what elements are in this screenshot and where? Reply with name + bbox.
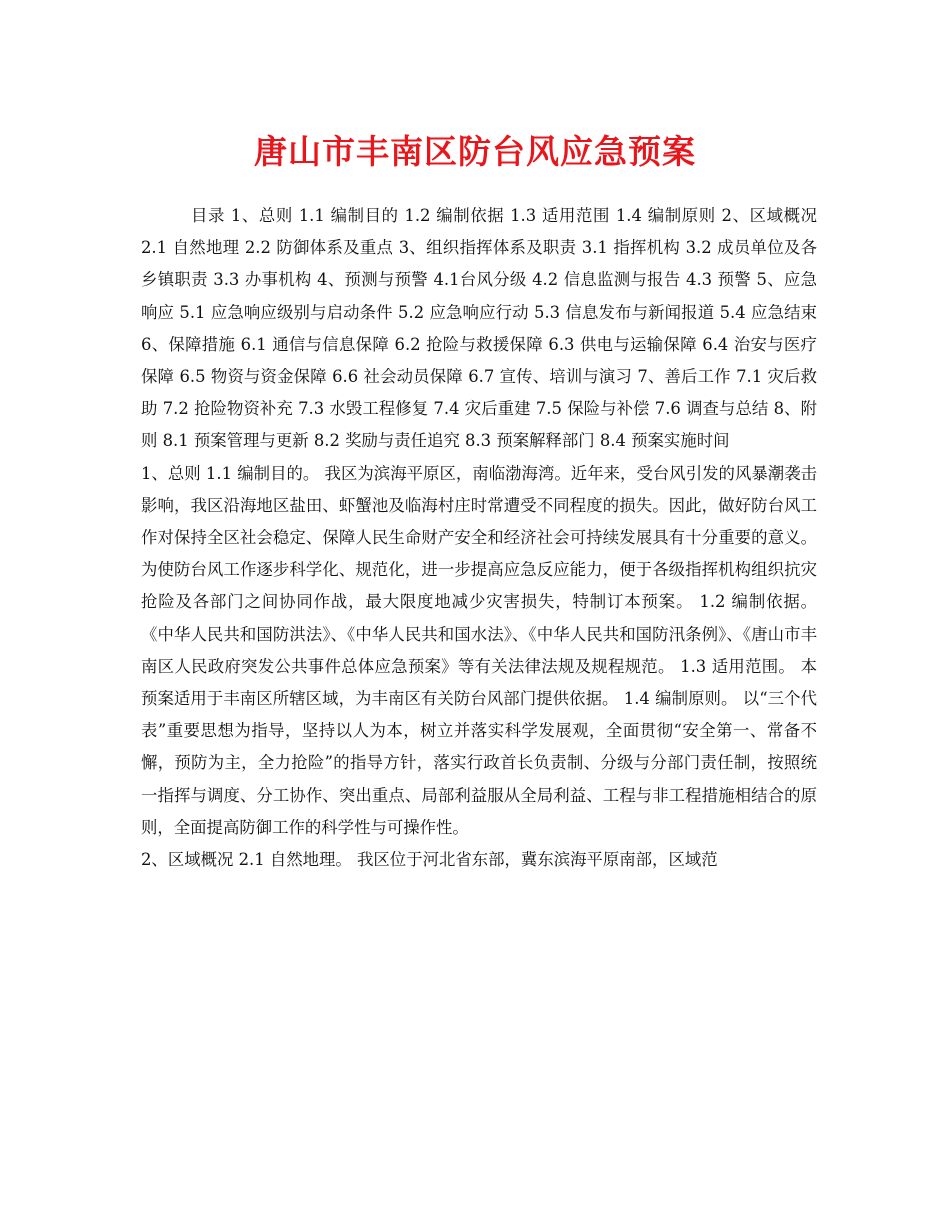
table-of-contents-paragraph: 目录 1、总则 1.1 编制目的 1.2 编制依据 1.3 适用范围 1.4 编制原则 2、区域概况 2.1 自然地理 2.2 防御体系及重点 3、组织指挥体系及职责 3.1 指挥机构 3.2 成员单位及各乡镇职责 3.3 办事机构 4、预测与预警 4.1台风分级 4.2 信息监测与报告 4.3 预警 5、应急响应 5.1 应急响应级别与启动条件 5.2 应急响应行动 5.3 信息发布与新闻报道 5.4 应急结束 6、保障措施 6.1 通信与信息保障 6.2 抢险与救援保障 6.3 供电与运输保障 6.4 治安与医疗保障 6.5 物资与资金保障 6.6 社会动员保障 6.7 宣传、培训与演习 7、善后工作 7.1 灾后救助 7.2 抢险物资补充 7.3 水毁工程修复 7.4 灾后重建 7.5 保险与补偿 7.6 调查与总结 8、附则 8.1 预案管理与更新 8.2 奖励与责任追究 8.3 预案解释部门 8.4 预案实施时间 [141, 206, 817, 451]
general-provisions-paragraph: 1、总则 1.1 编制目的。 我区为滨海平原区，南临渤海湾。近年来，受台风引发的风暴潮袭击影响，我区沿海地区盐田、虾蟹池及临海村庄时常遭受不同程度的损失。因此，做好防台风工作对保持全区社会稳定、保障人民生命财产安全和经济社会可持续发展具有十分重要的意义。为使防台风工作逐步科学化、规范化，进一步提高应急反应能力，便于各级指挥机构组织抗灾抢险及各部门之间协同作战，最大限度地减少灾害损失，特制订本预案。 1.2 编制依据。 《中华人民共和国防洪法》、《中华人民共和国水法》、《中华人民共和国防汛条例》、《唐山市丰南区人民政府突发公共事件总体应急预案》等有关法律法规及规程规范。 1.3 适用范围。 本预案适用于丰南区所辖区域，为丰南区有关防台风部门提供依据。 1.4 编制原则。 以“三个代表”重要思想为指导，坚持以人为本，树立并落实科学发展观，全面贯彻“安全第一、常备不懈，预防为主，全力抢险”的指导方针，落实行政首长负责制、分级与分部门责任制，按照统一指挥与调度、分工协作、突出重点、局部利益服从全局利益、工程与非工程措施相结合的原则，全面提高防御工作的科学性与可操作性。 [141, 463, 817, 837]
regional-overview-paragraph: 2、区域概况 2.1 自然地理。 我区位于河北省东部，冀东滨海平原南部，区域范 [141, 850, 718, 870]
document-body [141, 200, 817, 876]
document-title: 唐山市丰南区防台风应急预案 [254, 132, 696, 171]
